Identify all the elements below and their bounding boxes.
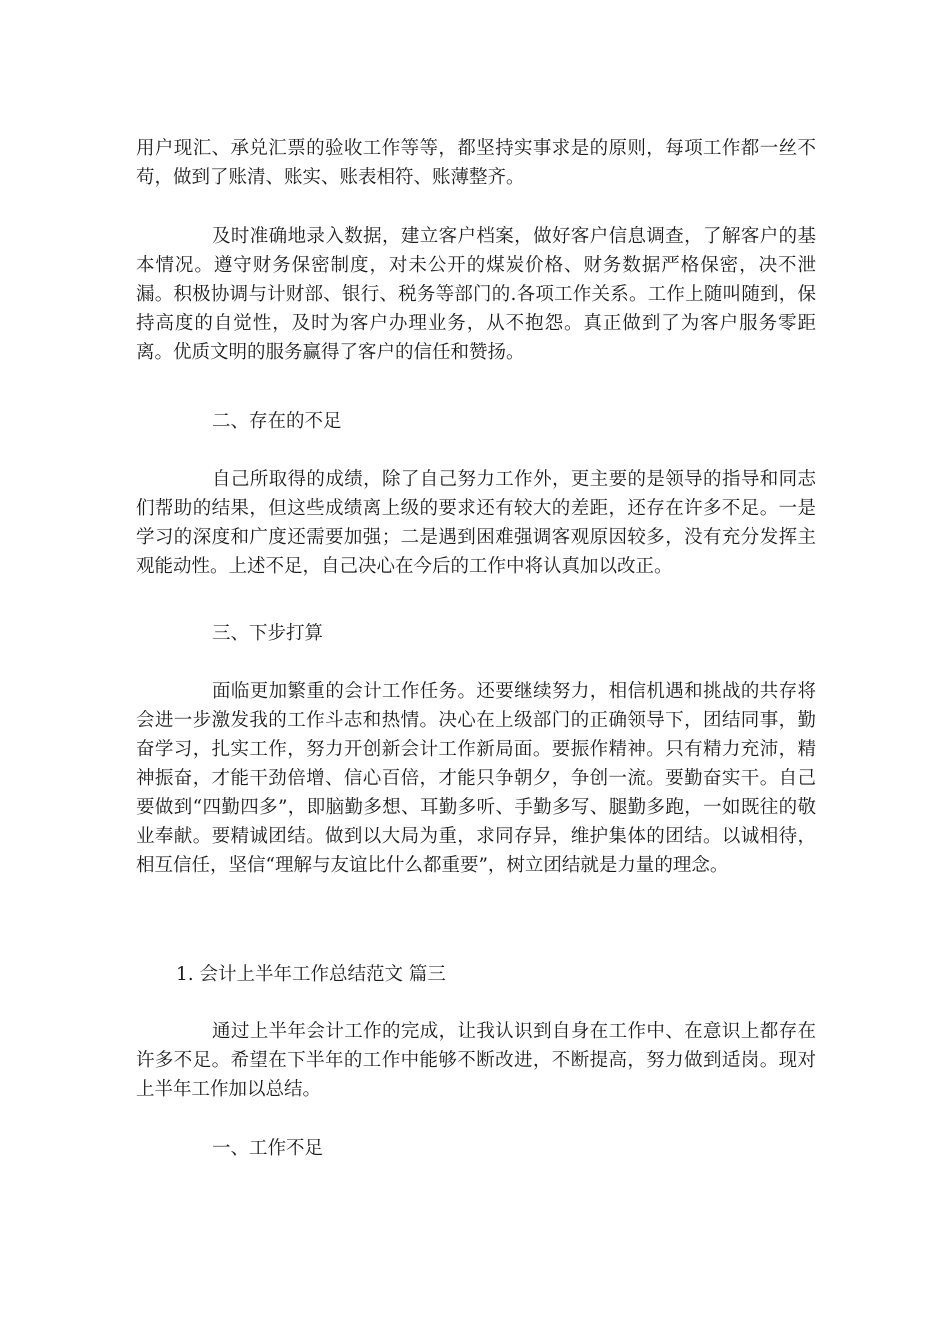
- paragraph-half-year-summary: 通过上半年会计工作的完成，让我认识到自身在工作中、在意识上都存在许多不足。希望在下半年的工作中能够不断改进，不断提高，努力做到适岗。现对上半年工作加以总结。: [136, 1021, 816, 1100]
- heading-article-three: 1. 会计上半年工作总结范文 篇三: [176, 964, 446, 985]
- paragraph-data-entry: 及时准确地录入数据，建立客户档案，做好客户信息调查，了解客户的基本情况。遵守财务保密制度，对未公开的煤炭价格、财务数据严格保密，决不泄漏。积极协调与计财部、银行、税务等部门的.各项工作关系。工作上随叫随到，保持高度的自觉性，及时为客户办理业务，从不抱怨。真正做到了为客户服务零距离。优质文明的服务赢得了客户的信任和赞扬。: [136, 226, 816, 363]
- heading-work-shortcomings: 一、工作不足: [212, 1138, 324, 1159]
- paragraph-verification-work: 用户现汇、承兑汇票的验收工作等等，都坚持实事求是的原则，每项工作都一丝不苟，做到了账清、账实、账表相符、账薄整齐。: [136, 138, 816, 188]
- paragraph-plans: 面临更加繁重的会计工作任务。还要继续努力，相信机遇和挑战的共存将会进一步激发我的工作斗志和热情。决心在上级部门的正确领导下，团结同事，勤奋学习，扎实工作，努力开创新会计工作新局面。要振作精神。只有精力充沛，精神振奋，才能干劲倍增、信心百倍，才能只争朝夕，争创一流。要勤奋实干。自己要做到“四勤四多”，即脑勤多想、耳勤多听、手勤多写、腿勤多跑，一如既往的敬业奉献。要精诚团结。做到以大局为重，求同存异，维护集体的团结。以诚相待，相互信任，坚信“理解与友谊比什么都重要”，树立团结就是力量的理念。: [136, 681, 816, 876]
- heading-shortcomings: 二、存在的不足: [212, 411, 342, 432]
- heading-next-steps: 三、下步打算: [212, 623, 324, 644]
- paragraph-achievements: 自己所取得的成绩，除了自己努力工作外，更主要的是领导的指导和同志们帮助的结果，但这些成绩离上级的要求还有较大的差距，还存在许多不足。一是学习的深度和广度还需要加强；二是遇到困难强调客观原因较多，没有充分发挥主观能动性。上述不足，自己决心在今后的工作中将认真加以改正。: [136, 469, 816, 577]
